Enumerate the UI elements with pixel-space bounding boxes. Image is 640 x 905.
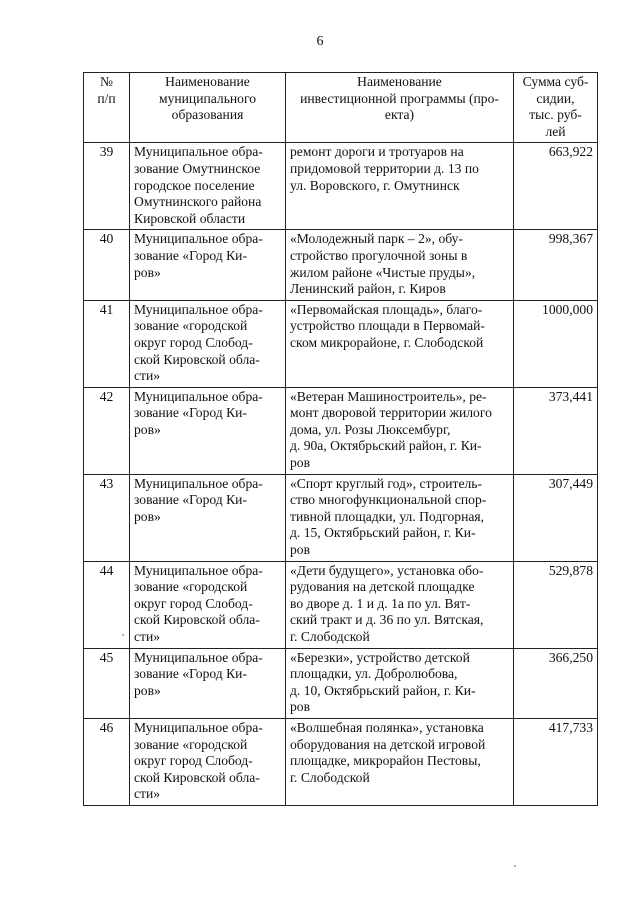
row-number: 43 [84, 474, 130, 561]
row-number: 45 [84, 648, 130, 718]
header-municipality: Наименование муниципального образования [130, 73, 286, 143]
scan-speck [122, 634, 124, 636]
scan-speck [514, 865, 516, 867]
row-municipality: Муниципальное обра- зование «Город Ки- ров» [130, 648, 286, 718]
row-number: 44 [84, 561, 130, 648]
row-number: 42 [84, 387, 130, 474]
row-number: 39 [84, 143, 130, 230]
header-sum: Сумма суб- сидии, тыс. руб- лей [514, 73, 598, 143]
row-municipality: Муниципальное обра- зование «городской округ город Слобод- ской Кировской обла- сти» [130, 718, 286, 805]
row-sum: 998,367 [514, 230, 598, 300]
table-header-row [84, 73, 598, 143]
header-number: № п/п [84, 73, 130, 143]
page-number: 6 [316, 34, 324, 49]
row-sum: 417,733 [514, 718, 598, 805]
table-row [84, 718, 598, 805]
row-program: «Ветеран Машиностроитель», ре- монт дворовой территории жилого дома, ул. Розы Люксембург, д. 90а, Октябрьский район, г. Ки- ров [286, 387, 514, 474]
table-row [84, 300, 598, 387]
row-municipality: Муниципальное обра- зование «Город Ки- ров» [130, 474, 286, 561]
row-program: «Первомайская площадь», благо- устройство площади в Первомай- ском микрорайоне, г. Слободской [286, 300, 514, 387]
row-sum: 1000,000 [514, 300, 598, 387]
row-number: 46 [84, 718, 130, 805]
row-sum: 373,441 [514, 387, 598, 474]
header-program: Наименование инвестиционной программы (про- екта) [286, 73, 514, 143]
row-program: «Волшебная полянка», установка оборудования на детской игровой площадке, микрорайон Пестовы, г. Слободской [286, 718, 514, 805]
table-row [84, 474, 598, 561]
row-sum: 366,250 [514, 648, 598, 718]
row-number: 40 [84, 230, 130, 300]
row-program: «Спорт круглый год», строитель- ство многофункциональной спор- тивной площадки, ул. Подгорная, д. 15, Октябрьский район, г. Ки- ров [286, 474, 514, 561]
row-sum: 529,878 [514, 561, 598, 648]
table-row [84, 561, 598, 648]
table-row [84, 143, 598, 230]
row-municipality: Муниципальное обра- зование «Город Ки- ров» [130, 230, 286, 300]
row-sum: 307,449 [514, 474, 598, 561]
row-program: «Дети будущего», установка обо- рудования на детской площадке во дворе д. 1 и д. 1а по ул. Вят- ский тракт и д. 36 по ул. Вятская, г. Слободской [286, 561, 514, 648]
row-sum: 663,922 [514, 143, 598, 230]
table-row [84, 648, 598, 718]
row-municipality: Муниципальное обра- зование «городской округ город Слобод- ской Кировской обла- сти» [130, 561, 286, 648]
row-municipality: Муниципальное обра- зование Омутнинское городское поселение Омутнинского района Кировской области [130, 143, 286, 230]
row-program: «Молодежный парк – 2», обу- стройство прогулочной зоны в жилом районе «Чистые пруды», Ленинский район, г. Киров [286, 230, 514, 300]
row-program: «Березки», устройство детской площадки, ул. Добролюбова, д. 10, Октябрьский район, г. Ки- ров [286, 648, 514, 718]
table-row [84, 230, 598, 300]
row-program: ремонт дороги и тротуаров на придомовой территории д. 13 по ул. Воровского, г. Омутнинск [286, 143, 514, 230]
subsidy-table [83, 72, 598, 806]
row-number: 41 [84, 300, 130, 387]
table-row [84, 387, 598, 474]
row-municipality: Муниципальное обра- зование «городской округ город Слобод- ской Кировской обла- сти» [130, 300, 286, 387]
row-municipality: Муниципальное обра- зование «Город Ки- ров» [130, 387, 286, 474]
